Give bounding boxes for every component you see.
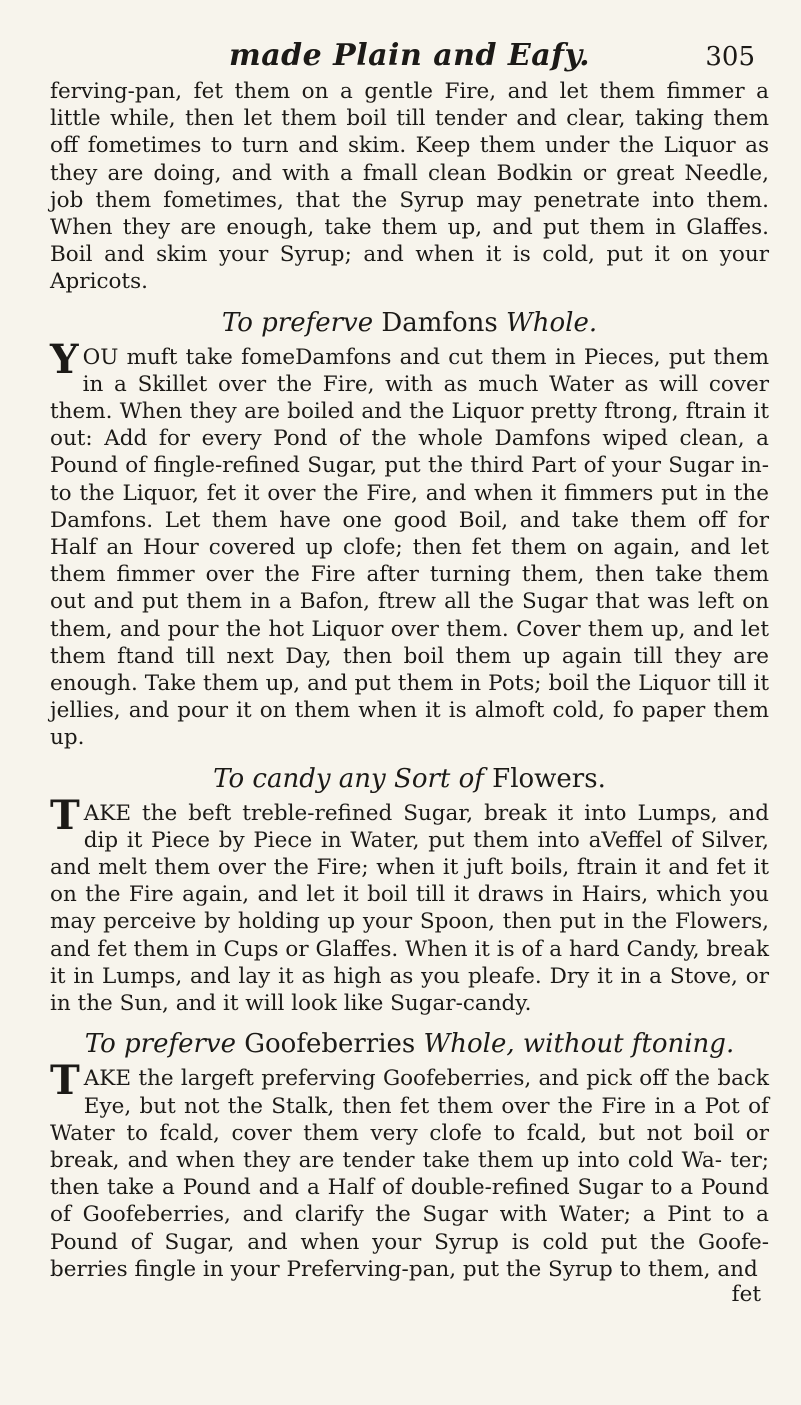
continuation-paragraph: ferving-pan, fet them on a gentle Fire, and let them fimmer a little while, then let them boil till tender and clear, taking them off fometimes to turn and skim. Keep them under the Liquor as they are doing, and with a fmall clean Bodkin or great Needle, job them fometimes, that the Syrup may penetrate into them. When they are enough, take them up, and put them in Glaffes. Boil and skim your Syrup; and when it is cold, put it on your Apricots. <box>50 79 769 295</box>
drop-cap: Y <box>50 335 79 383</box>
recipe-body-flowers <box>50 791 769 1018</box>
continuation-section <box>50 78 769 296</box>
recipe-heading-damsons <box>50 306 769 340</box>
heading-main: Damfons <box>381 307 498 338</box>
recipe-damsons <box>50 306 769 752</box>
recipe-body-damsons <box>50 335 769 752</box>
recipe-text: OU muft take fomeDamfons and cut them in Pieces, put them in a Skillet over the Fire, with as much Water as will cover them. When they are boiled and the Liquor pretty ftrong, ftrain it out: Add for every Pond of the whole Damfons wiped clean, a Pound of fingle-refined Sugar, put the third Part of your Sugar in- to the Liquor, fet it over the Fire, and when it fimmers put in the Damfons. Let them have one good Boil, and take them off for Half an Hour covered up clofe; then fet them on again, and let them fimmer over the Fire after turning them, then take them out and put them in a Bafon, ftrew all the Sugar that was left on them, and pour the hot Liquor over them. Cover them up, and let them ftand till next Day, then boil them up again till they are enough. Take them up, and put them in Pots; boil the Liquor till it jellies, and pour it on them when it is almoft cold, fo paper them up. <box>50 344 769 751</box>
heading-lead: To preferve <box>221 307 374 338</box>
heading-main: Goofeberries <box>244 1029 416 1060</box>
running-title: made Plain and Eafy. <box>228 38 591 73</box>
drop-cap: T <box>50 1057 80 1105</box>
page-number: 305 <box>705 42 755 72</box>
recipe-flowers <box>50 762 769 1018</box>
recipe-text: AKE the largeft preferving Goofeberries, and pick off the back Eye, but not the Stalk, then fet them over the Fire in a Pot of Water to fcald, cover them very clofe to fcald, but not boil or break, and when they are tender take them up into cold Wa- ter; then take a Pound and a Half of double-refined Sugar to a Pound of Goofeberries, and clarify the Sugar with Water; a Pint to a Pound of Sugar, and when your Syrup is cold put the Goofe- berries fingle in your Preferving-pan, put the Syrup to them, and <box>50 1066 769 1282</box>
catchword: fet <box>731 1281 761 1307</box>
heading-lead: To preferve <box>84 1029 236 1060</box>
running-head <box>50 38 769 78</box>
heading-tail: Whole. <box>506 307 598 338</box>
recipe-gooseberries <box>50 1027 769 1283</box>
heading-tail: Whole, without ftoning. <box>423 1029 735 1060</box>
recipe-heading-gooseberries <box>50 1027 769 1061</box>
recipe-body-gooseberries <box>50 1057 769 1283</box>
heading-lead: To candy any Sort of <box>213 763 484 794</box>
recipe-heading-flowers <box>50 762 769 796</box>
heading-main: Flowers. <box>492 763 606 794</box>
drop-cap: T <box>50 791 80 839</box>
recipe-text: AKE the beft treble-refined Sugar, break it into Lumps, and dip it Piece by Piece in Water, put them into aVeffel of Silver, and melt them over the Fire; when it juft boils, ftrain it and fet it on the Fire again, and let it boil till it draws in Hairs, which you may perceive by holding up your Spoon, then put in the Flowers, and fet them in Cups or Glaffes. When it is of a hard Candy, break it in Lumps, and lay it as high as you pleafe. Dry it in a Stove, or in the Sun, and it will look like Sugar-candy. <box>50 800 769 1017</box>
